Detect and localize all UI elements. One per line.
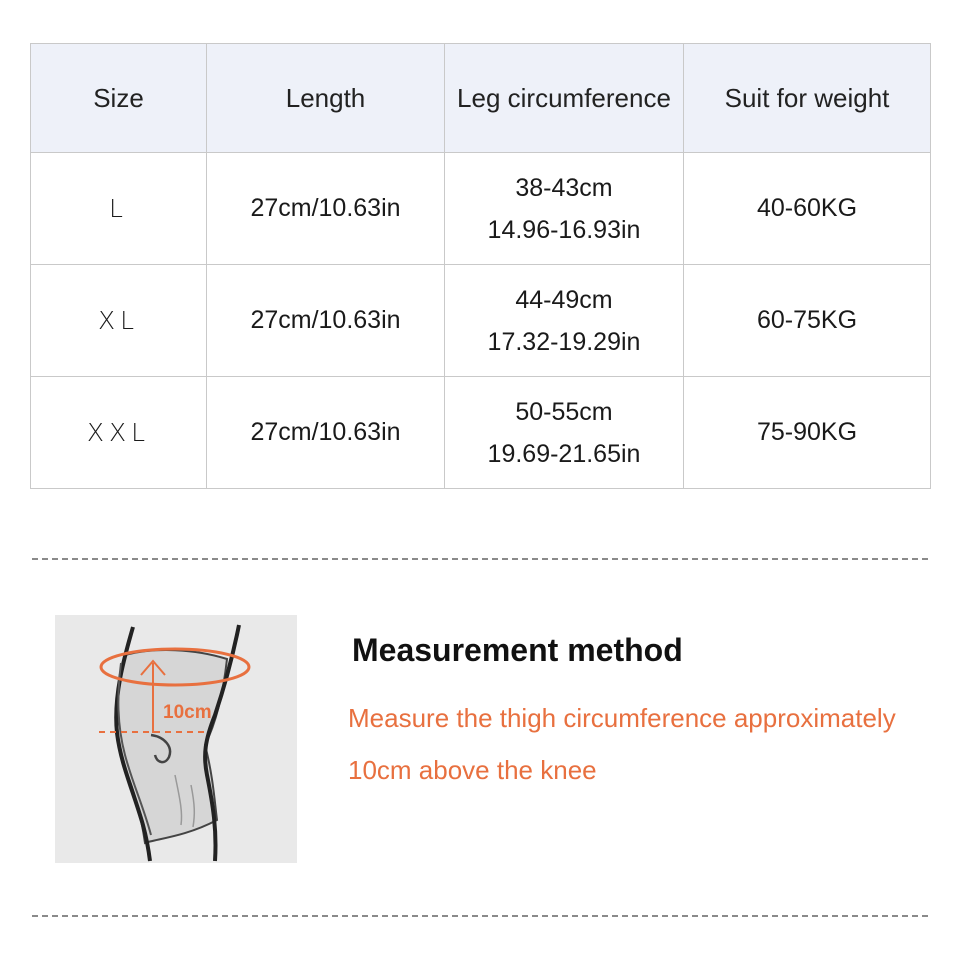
dashed-divider-top — [32, 558, 928, 560]
leg-cm: 50-55cm — [515, 397, 613, 426]
size-value: L — [31, 153, 207, 265]
leg-cm: 38-43cm — [515, 173, 613, 202]
measurement-description — [348, 692, 928, 796]
knee-sleeve-shape — [117, 650, 227, 843]
measurement-method-title: Measurement method — [352, 632, 683, 668]
diagram-label-10cm: 10cm — [163, 702, 212, 723]
leg-circumference-value — [445, 153, 684, 265]
length-value: 27cm/10.63in — [207, 377, 445, 489]
header-suit-for-weight: Suit for weight — [684, 44, 931, 153]
leg-circumference-value — [445, 265, 684, 377]
table-row — [31, 153, 931, 265]
header-leg-circumference: Leg circumference — [445, 44, 684, 153]
size-chart-table — [30, 43, 931, 489]
leg-in: 14.96-16.93in — [487, 215, 641, 244]
leg-in: 19.69-21.65in — [487, 439, 641, 468]
measurement-line-1: Measure the thigh circumference approximately — [348, 703, 896, 733]
dashed-divider-bottom — [32, 915, 928, 917]
size-value: XXL — [31, 377, 207, 489]
table-row — [31, 377, 931, 489]
size-value: XL — [31, 265, 207, 377]
weight-value: 75-90KG — [684, 377, 931, 489]
table-row — [31, 265, 931, 377]
leg-in: 17.32-19.29in — [487, 327, 641, 356]
header-size: Size — [31, 44, 207, 153]
leg-cm: 44-49cm — [515, 285, 613, 314]
knee-illustration — [55, 615, 297, 863]
table-header-row — [31, 44, 931, 153]
weight-value: 60-75KG — [684, 265, 931, 377]
leg-circumference-value — [445, 377, 684, 489]
knee-measurement-diagram — [55, 615, 297, 863]
header-length: Length — [207, 44, 445, 153]
weight-value: 40-60KG — [684, 153, 931, 265]
length-value: 27cm/10.63in — [207, 153, 445, 265]
length-value: 27cm/10.63in — [207, 265, 445, 377]
measurement-line-2: 10cm above the knee — [348, 755, 597, 785]
